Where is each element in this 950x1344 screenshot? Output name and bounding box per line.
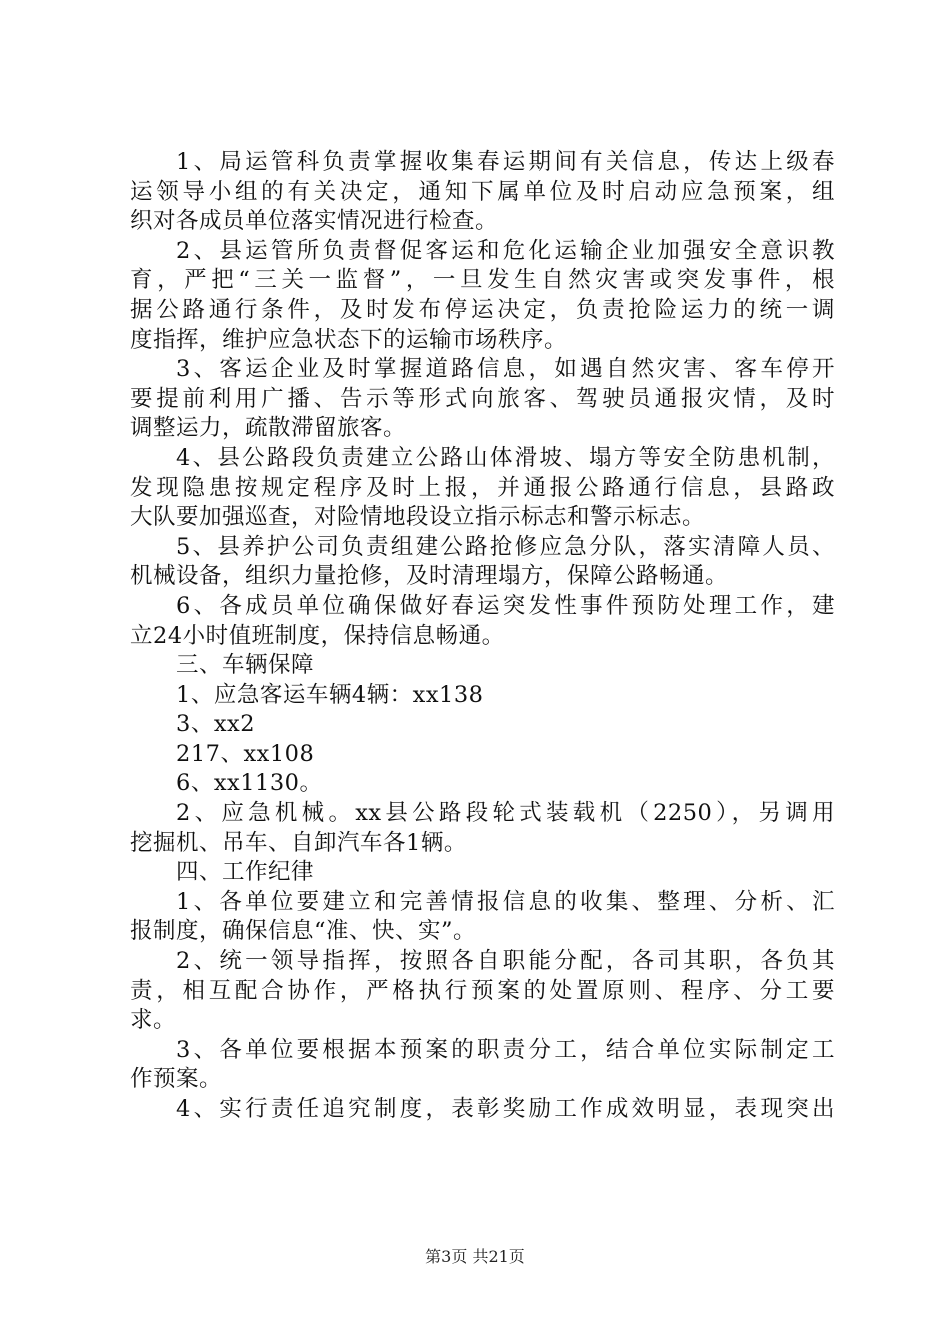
- text-line: 求。: [130, 1007, 177, 1034]
- text-line: 机械设备，组织力量抢修，及时清理塌方，保障公路畅通。: [130, 563, 729, 590]
- text-line: 5、县养护公司负责组建公路抢修应急分队，落实清障人员、: [176, 533, 835, 560]
- text-line: 6、各成员单位确保做好春运突发性事件预防处理工作，建: [176, 592, 835, 619]
- page-footer: 第3页 共21页: [425, 1247, 525, 1266]
- text-line: 责，相互配合协作，严格执行预案的处置原则、程序、分工要: [130, 977, 835, 1004]
- text-line: 调整运力，疏散滞留旅客。: [130, 415, 407, 442]
- text-line: 3、xx2: [176, 711, 256, 738]
- text-line: 发现隐患按规定程序及时上报，并通报公路通行信息，县路政: [130, 474, 835, 501]
- text-line: 4、实行责任追究制度，表彰奖励工作成效明显，表现突出: [176, 1096, 835, 1122]
- text-line: 6、xx1130。: [176, 770, 323, 797]
- text-line: 育，严把“三关一监督”，一旦发生自然灾害或突发事件，根: [130, 267, 835, 294]
- text-line: 四、工作纪律: [176, 859, 315, 886]
- text-line: 三、车辆保障: [176, 652, 315, 679]
- text-line: 3、客运企业及时掌握道路信息，如遇自然灾害、客车停开: [176, 356, 835, 383]
- text-line: 1、局运管科负责掌握收集春运期间有关信息，传达上级春: [176, 149, 835, 175]
- text-line: 3、各单位要根据本预案的职责分工，结合单位实际制定工: [176, 1036, 835, 1063]
- text-line: 织对各成员单位落实情况进行检查。: [130, 208, 499, 235]
- text-line: 度指挥，维护应急状态下的运输市场秩序。: [130, 326, 568, 353]
- text-line: 1、应急客运车辆4辆：xx138: [176, 681, 484, 708]
- text-line: 2、统一领导指挥，按照各自职能分配，各司其职，各负其: [176, 948, 835, 975]
- text-line: 挖掘机、吊车、自卸汽车各1辆。: [130, 829, 467, 856]
- text-line: 运领导小组的有关决定，通知下属单位及时启动应急预案，组: [130, 178, 835, 205]
- text-line: 要提前利用广播、告示等形式向旅客、驾驶员通报灾情，及时: [130, 385, 835, 412]
- text-line: 2、县运管所负责督促客运和危化运输企业加强安全意识教: [176, 237, 835, 264]
- text-line: 据公路通行条件，及时发布停运决定，负责抢险运力的统一调: [130, 296, 835, 323]
- text-line: 立24小时值班制度，保持信息畅通。: [130, 622, 505, 649]
- text-line: 2、应急机械。xx县公路段轮式装载机（2250），另调用: [176, 800, 835, 827]
- text-line: 1、各单位要建立和完善情报信息的收集、整理、分析、汇: [176, 888, 835, 915]
- document-body: [130, 148, 835, 1125]
- text-line: 大队要加强巡查，对险情地段设立指示标志和警示标志。: [130, 504, 706, 531]
- text-line: 4、县公路段负责建立公路山体滑坡、塌方等安全防患机制，: [176, 444, 835, 471]
- text-line: 报制度，确保信息“准、快、实”。: [130, 918, 477, 945]
- text-line: 作预案。: [130, 1066, 223, 1093]
- text-line: 217、xx108: [176, 740, 315, 767]
